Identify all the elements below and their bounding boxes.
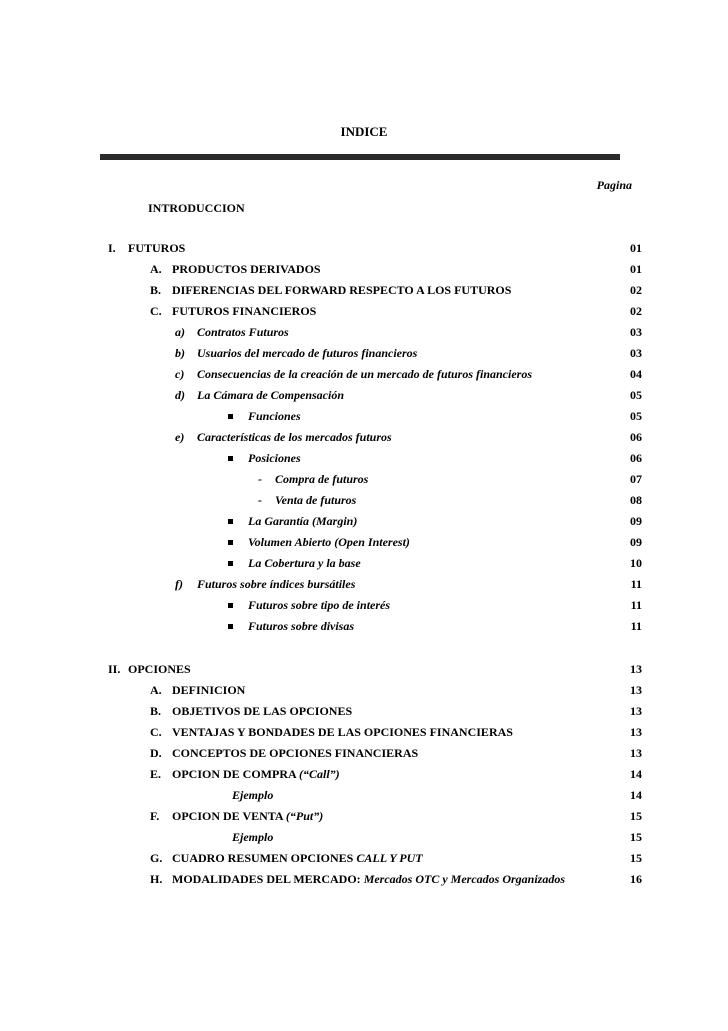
toc-entry-label (248, 555, 361, 571)
toc-entry (0, 513, 728, 529)
toc-entry (0, 303, 728, 319)
toc-entry-text: La Garantía (Margin) (248, 514, 358, 528)
toc-entry-marker: II. (108, 662, 121, 676)
toc-entry-label (172, 808, 323, 824)
toc-entry-text: CUADRO RESUMEN OPCIONES (172, 851, 357, 865)
toc-entry-text: Contratos Futuros (197, 325, 289, 339)
toc-entry-page: 02 (630, 304, 642, 318)
toc-entry-marker: a) (175, 325, 185, 339)
toc-entry-marker: E. (150, 767, 162, 781)
toc-entry-marker: A. (150, 683, 162, 697)
toc-entry-page: 01 (630, 262, 642, 276)
toc-entry-text: Compra de futuros (275, 472, 369, 486)
toc-entry-label (128, 240, 185, 256)
square-bullet-icon (228, 414, 233, 419)
toc-entry-text: Usuarios del mercado de futuros financieros (197, 346, 418, 360)
toc-entry-page: 02 (630, 283, 642, 297)
toc-entry-page: 15 (630, 851, 642, 865)
toc-entry-label (128, 661, 191, 677)
toc-entry (0, 492, 728, 508)
toc-entry-label (248, 513, 357, 529)
toc-entry-label (275, 492, 356, 508)
toc-entry-marker: B. (150, 704, 162, 718)
toc-entry-marker: - (258, 472, 262, 486)
toc-entry-label (248, 618, 354, 634)
toc-entry-page: 05 (630, 388, 642, 402)
toc-entry-marker: G. (150, 851, 163, 865)
toc-entry-text: OPCIONES (128, 662, 191, 676)
toc-entry-page: 04 (630, 367, 642, 381)
toc-entry-label (172, 303, 316, 319)
toc-entry-page: 03 (630, 325, 642, 339)
toc-entry-label (197, 366, 532, 382)
toc-entry-text-italic: Mercados OTC y Mercados Organizados (363, 872, 566, 886)
toc-entry-text: La Cámara de Compensación (197, 388, 345, 402)
toc-entry (0, 871, 728, 887)
toc-entry-text: OPCION DE VENTA (172, 809, 286, 823)
toc-entry-label (172, 724, 513, 740)
toc-entry-page: 16 (630, 872, 642, 886)
toc-entry-label (148, 200, 245, 216)
square-bullet-icon (228, 603, 233, 608)
toc-entry-label (172, 745, 418, 761)
square-bullet-icon (228, 540, 233, 545)
toc-entry-label (172, 703, 352, 719)
toc-entry-label (248, 534, 410, 550)
toc-entry-marker: d) (175, 388, 185, 402)
toc-entry-page: 15 (630, 830, 642, 844)
toc-entry-text: OBJETIVOS DE LAS OPCIONES (172, 704, 353, 718)
toc-entry-page: 14 (630, 788, 642, 802)
toc-entry (0, 555, 728, 571)
toc-entry (0, 450, 728, 466)
toc-entry-text: Consecuencias de la creación de un mercado de futuros financieros (197, 367, 532, 381)
square-bullet-icon (228, 456, 233, 461)
toc-entry-text: FUTUROS (128, 241, 186, 255)
toc-entry-text: PRODUCTOS DERIVADOS (172, 262, 321, 276)
toc-entry-text: Futuros sobre divisas (248, 619, 355, 633)
toc-entry (0, 808, 728, 824)
square-bullet-icon (228, 561, 233, 566)
toc-entry-text: Ejemplo (232, 788, 274, 802)
toc-entry-page: 06 (630, 451, 642, 465)
toc-entry-marker: - (258, 493, 262, 507)
toc-entry-text: FUTUROS FINANCIEROS (172, 304, 317, 318)
toc-entry-marker: b) (175, 346, 185, 360)
toc-entry-text: CONCEPTOS DE OPCIONES FINANCIERAS (172, 746, 419, 760)
toc-entry (0, 703, 728, 719)
toc-entry-text: DIFERENCIAS DEL FORWARD RESPECTO A LOS FUTUROS (172, 283, 512, 297)
toc-entry-page: 01 (630, 241, 642, 255)
toc-entry-label (248, 450, 301, 466)
toc-entry-text: La Cobertura y la base (248, 556, 361, 570)
toc-entry-label (172, 261, 321, 277)
toc-entry (0, 471, 728, 487)
toc-entry-page: 03 (630, 346, 642, 360)
toc-entry-page: 06 (630, 430, 642, 444)
toc-entry-label (232, 829, 273, 845)
toc-entry (0, 429, 728, 445)
toc-entry-label (248, 408, 301, 424)
toc-entry (0, 240, 728, 256)
toc-entry-page: 13 (630, 683, 642, 697)
toc-entry (0, 282, 728, 298)
toc-entry-page: 13 (630, 725, 642, 739)
toc-entry-page: 13 (630, 704, 642, 718)
toc-entry-page: 09 (630, 535, 642, 549)
toc-entry (0, 661, 728, 677)
square-bullet-icon (228, 624, 233, 629)
toc-entry-marker: C. (150, 725, 162, 739)
header-rule (100, 154, 620, 160)
toc-entry-label (172, 282, 511, 298)
index-title: INDICE (340, 124, 388, 139)
toc-entry (0, 618, 728, 634)
toc-entry-text: MODALIDADES DEL MERCADO: (172, 872, 364, 886)
toc-entry-text-italic: CALL Y PUT (356, 851, 423, 865)
toc-entry (0, 408, 728, 424)
toc-entry (0, 850, 728, 866)
toc-entry (0, 597, 728, 613)
toc-entry-text: OPCION DE COMPRA (172, 767, 299, 781)
toc-entry-text: Volumen Abierto (Open Interest) (248, 535, 410, 549)
toc-entry (0, 387, 728, 403)
toc-entry-text: Venta de futuros (275, 493, 357, 507)
toc-entry (0, 682, 728, 698)
toc-entry-text-italic: (“Put”) (285, 809, 324, 823)
toc-entry-text: Funciones (248, 409, 301, 423)
toc-entry-label (197, 345, 417, 361)
toc-entry (0, 745, 728, 761)
toc-entry-marker: H. (150, 872, 163, 886)
toc-entry (0, 787, 728, 803)
toc-entry-label (275, 471, 368, 487)
toc-entry-label (197, 429, 392, 445)
toc-entry-text: Futuros sobre tipo de interés (248, 598, 391, 612)
toc-entry-marker: f) (175, 577, 183, 591)
toc-entry-text: INTRODUCCION (148, 201, 245, 215)
toc-entry-label (172, 766, 340, 782)
toc-entry-page: 07 (630, 472, 642, 486)
toc-entry-page: 15 (630, 809, 642, 823)
toc-entry-marker: c) (175, 367, 185, 381)
toc-entry-label (232, 787, 273, 803)
toc-entry-label (197, 576, 355, 592)
toc-entry-text: Futuros sobre índices bursátiles (197, 577, 356, 591)
toc-entry-text: Características de los mercados futuros (197, 430, 392, 444)
square-bullet-icon (228, 519, 233, 524)
page-column-label: Pagina (596, 178, 632, 192)
toc-entry-marker: A. (150, 262, 162, 276)
toc-entry-page: 13 (630, 746, 642, 760)
toc-entry (0, 200, 728, 216)
toc-entry (0, 576, 728, 592)
toc-entry-page: 11 (630, 577, 642, 591)
toc-entry-label (172, 682, 245, 698)
toc-entry-marker: e) (175, 430, 185, 444)
toc-entry-page: 11 (630, 598, 642, 612)
toc-entry-marker: D. (150, 746, 162, 760)
toc-entry-page: 13 (630, 662, 642, 676)
toc-entry-page: 10 (630, 556, 642, 570)
toc-entry-label (172, 871, 565, 887)
toc-entry-page: 05 (630, 409, 642, 423)
toc-entry-text: VENTAJAS Y BONDADES DE LAS OPCIONES FINANCIERAS (172, 725, 513, 739)
toc-entry-text: Posiciones (248, 451, 301, 465)
toc-entry-marker: I. (108, 241, 116, 255)
toc-entry-marker: B. (150, 283, 162, 297)
toc-entry-text: Ejemplo (232, 830, 274, 844)
toc-entry-label (248, 597, 390, 613)
toc-entry-label (172, 850, 423, 866)
toc-entry-page: 08 (630, 493, 642, 507)
toc-entry-page: 09 (630, 514, 642, 528)
toc-entry (0, 534, 728, 550)
toc-entry-marker: C. (150, 304, 162, 318)
toc-entry (0, 324, 728, 340)
toc-entry-marker: F. (150, 809, 160, 823)
toc-entry (0, 724, 728, 740)
toc-entry-page: 14 (630, 767, 642, 781)
toc-entry-text-italic: (“Call”) (299, 767, 340, 781)
toc-entry (0, 829, 728, 845)
toc-entry-text: DEFINICION (172, 683, 246, 697)
toc-entry (0, 366, 728, 382)
toc-entry-page: 11 (630, 619, 642, 633)
toc-entry-label (197, 387, 344, 403)
toc-entry-label (197, 324, 289, 340)
toc-entry (0, 261, 728, 277)
toc-entry (0, 766, 728, 782)
toc-entry (0, 345, 728, 361)
